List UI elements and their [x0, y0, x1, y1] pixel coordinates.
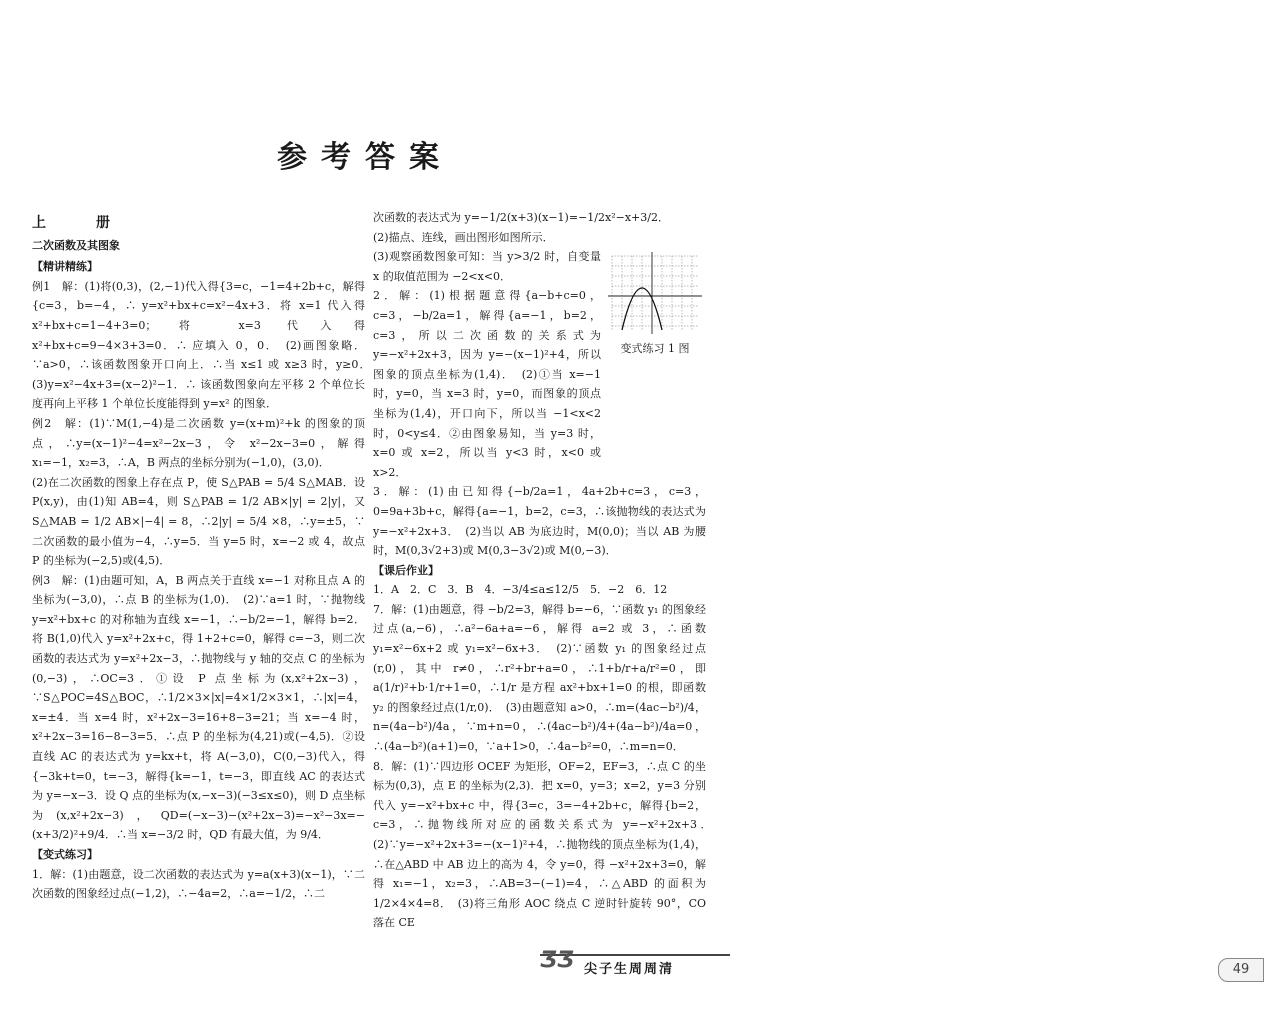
answer-paragraph: 例2 解：(1)∵M(1,−4)是二次函数 y=(x+m)²+k 的图象的顶点，∴y=(x−1)²−4=x²−2x−3，令 x²−2x−3=0，解得 x₁=−1，x₂=3，∴A，B 两点的坐标分别为(−1,0)，(3,0)． — [32, 416, 365, 470]
brand-logo-icon: ƷƷ — [540, 948, 574, 973]
homework-header: 【课后作业】 — [373, 563, 439, 577]
figure-caption: 变式练习 1 图 — [620, 342, 690, 355]
answer-paragraph: 7．解：(1)由题意，得 −b/2=3，解得 b=−6，∵函数 y₁ 的图象经过点(a,−6)，∴a²−6a+a=−6，解得 a=2 或 3，∴函数 y₁=x²−6x+2 或 y₁=x²−6x+3． (2)∵函数 y₁ 的图象经过点(r,0)，其中 r≠0，∴r²+br+a=0，∴1+b/r+a/r²=0，即 a(1/r)²+b·1/r+1=0，∴1/r 是方程 ax²+bx+1=0 的根，即函数 y₂ 的图象经过点(1/r,0)． (3)由题意知 a>0，∴m=(4ac−b²)/4，n=(4a−b²)/4a，∵m+n=0，∴(4ac−b²)/4+(4a−b²)/4a=0，∴(4a−b²)(a+1)=0，∵a+1>0，∴4a−b²=0，∴m=n=0． — [373, 602, 706, 754]
answer-paragraph: 1．解：(1)由题意，设二次函数的表达式为 y=a(x+3)(x−1)，∵二次函数的图象经过点(−1,2)，∴−4a=2，∴a=−1/2，∴二 — [32, 867, 365, 901]
page-number: 49 — [1218, 958, 1264, 982]
answer-paragraph: 例3 解：(1)由题可知，A，B 两点关于直线 x=−1 对称且点 A 的坐标为(−3,0)，∴点 B 的坐标为(1,0)． (2)∵a=1 时，∵抛物线 y=x²+bx+c 的对称轴为直线 x=−1，∴−b/2=−1，解得 b=2．将 B(1,0)代入 y=x²+2x+c，得 1+2+c=0，解得 c=−3，则二次函数的表达式为 y=x²+2x−3，∴抛物线与 y 轴的交点 C 的坐标为(0,−3)，∴OC=3．①设 P 点坐标为(x,x²+2x−3)，∵S△POC=4S△BOC，∴1/2×3×|x|=4×1/2×3×1，∴|x|=4，x=±4．当 x=4 时，x²+2x−3=16+8−3=21；当 x=−4 时，x²+2x−3=16−8−3=5．∴点 P 的坐标为(4,21)或(−4,5)．②设直线 AC 的表达式为 y=kx+t，将 A(−3,0)，C(0,−3)代入，得{−3k+t=0，t=−3，解得{k=−1，t=−3，即直线 AC 的表达式为 y=−x−3．设 Q 点的坐标为(x,−x−3)(−3≤x≤0)，则 D 点坐标为(x,x²+2x−3)，QD=(−x−3)−(x²+2x−3)=−x²−3x=−(x+3/2)²+9/4．∴当 x=−3/2 时，QD 有最大值，为 9/4． — [32, 573, 365, 842]
parabola-curve — [622, 288, 662, 330]
section-heading: 二次函数及其图象 — [32, 238, 120, 252]
answer-paragraph: (2)描点、连线，画出图形如图所示． — [373, 230, 554, 244]
answer-paragraph: (3)观察函数图象可知：当 y>3/2 时，自变量 x 的取值范围为 −2<x<0． — [373, 250, 601, 283]
answer-paragraph: 例1 解：(1)将(0,3)，(2,−1)代入得{3=c，−1=4+2b+c，解得{c=3，b=−4，∴ y=x²+bx+c=x²−4x+3．将 x=1 代入得 x²+bx+c=1−4+3=0；将 x=3 代入得 x²+bx+c=9−4×3+3=0．∴ 应填入 0，0． (2)画图象略．∵a>0，∴该函数图象开口向上．∴当 x≤1 或 x≥3 时，y≥0． (3)y=x²−4x+3=(x−2)²−1．∴ 该函数图象向左平移 2 个单位长度再向上平移 1 个单位长度能得到 y=x² 的图象． — [32, 279, 376, 411]
footer-brand — [540, 944, 1250, 984]
page-title: 参考答案 — [277, 140, 453, 175]
answer-paragraph: 3．解：(1)由已知得{−b/2a=1，4a+2b+c=3，c=3，0=9a+3b+c，解得{a=−1，b=2，c=3，∴该抛物线的表达式为 y=−x²+2x+3． (2)当以 AB 为底边时，M(0,0)；当以 AB 为腰时，M(0,3√2+3)或 M(0,3−3√2)或 M(0,−3)． — [373, 485, 706, 558]
practice-header: 【精讲精练】 — [32, 260, 98, 274]
answer-paragraph: 次函数的表达式为 y=−1/2(x+3)(x−1)=−1/2x²−x+3/2． — [373, 211, 669, 224]
brand-name: 尖子生周周清 — [584, 962, 675, 977]
answer-paragraph: 8．解：(1)∵四边形 OCEF 为矩形，OF=2，EF=3，∴点 C 的坐标为(0,3)，点 E 的坐标为(2,3)．把 x=0，y=3；x=2，y=3 分别代入 y=−x²+bx+c 中，得{3=c，3=−4+2b+c，解得{b=2，c=3，∴抛物线所对应的函数关系式为 y=−x²+2x+3． (2)∵y=−x²+2x+3=−(x−1)²+4，∴抛物线的顶点坐标为(1,4)，∴在△ABD 中 AB 边上的高为 4，令 y=0，得 −x²+2x+3=0，解得 x₁=−1，x₂=3，∴AB=3−(−1)=4，∴△ABD 的面积为 1/2×4×4=8． (3)将三角形 AOC 绕点 C 逆时针旋转 90°，CO 落在 CE — [373, 759, 717, 930]
volume-heading: 上 册 — [32, 215, 128, 231]
variant-header: 【变式练习】 — [32, 848, 98, 861]
answer-paragraph: (2)在二次函数的图象上存在点 P，使 S△PAB = 5/4 S△MAB．设 P(x,y)，由(1)知 AB=4，则 S△PAB = 1/2 AB×|y| = 2|y|，又 S△MAB = 1/2 AB×|−4| = 8，∴2|y| = 5/4 ×8，∴y=±5，∵二次函数的最小值为−4，∴y=5．当 y=5 时，x=−2 或 4，故点 P 的坐标为(−2,5)或(4,5)． — [32, 475, 365, 568]
left-column — [32, 210, 376, 904]
choice-answers: 1．A 2．C 3．B 4．−3/4≤a≤12/5 5．−2 6．12 — [373, 583, 668, 597]
answer-paragraph: 2．解：(1)根据题意得{a−b+c=0，c=3，−b/2a=1，解得{a=−1，b=2，c=3，所以二次函数的关系式为 y=−x²+2x+3，因为 y=−(x−1)²+4，所以图象的顶点坐标为(1,4)． (2)①当 x=−1 时，y=0，当 x=3 时，y=0，而图象的顶点坐标为(1,4)，开口向下，所以当 −1<x<2 时，0<y≤4．②由图象易知，当 y=3 时，x=0 或 x=2，所以当 y<3 时，x<0 或 x>2． — [373, 289, 601, 479]
parabola-graph — [606, 250, 704, 336]
